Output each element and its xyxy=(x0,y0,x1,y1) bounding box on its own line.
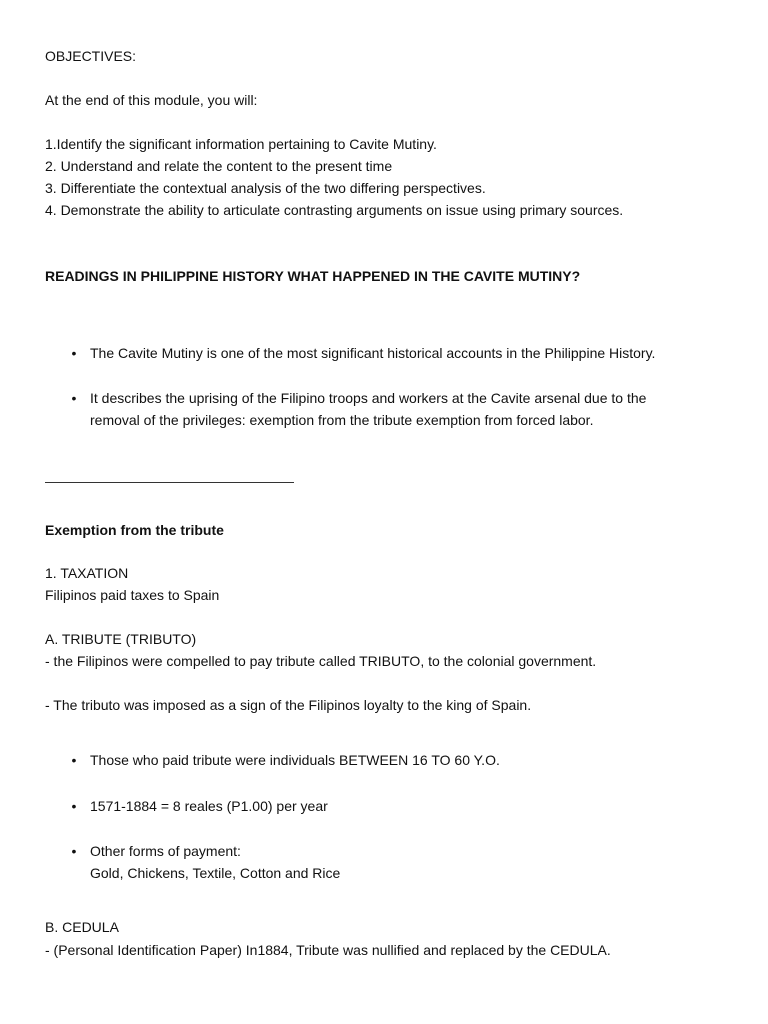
list-item-text: It describes the uprising of the Filipino troops and workers at the Cavite arsenal due to the xyxy=(90,390,647,406)
list-item-text: removal of the privileges: exemption from the tribute exemption from forced labor. xyxy=(90,412,594,428)
list-item-text: The Cavite Mutiny is one of the most significant historical accounts in the Philippine History. xyxy=(90,345,656,361)
objective-item: 1.Identify the significant information pertaining to Cavite Mutiny. xyxy=(45,136,437,152)
objectives-heading: OBJECTIVES: xyxy=(45,48,137,64)
list-item-text: Those who paid tribute were individuals BETWEEN 16 TO 60 Y.O. xyxy=(90,752,500,768)
list-item-text: Other forms of payment: xyxy=(90,843,241,859)
readings-heading: READINGS IN PHILIPPINE HISTORY WHAT HAPPENED IN THE CAVITE MUTINY? xyxy=(45,268,581,284)
taxation-text: Filipinos paid taxes to Spain xyxy=(45,587,220,603)
objective-item: 2. Understand and relate the content to the present time xyxy=(45,158,393,174)
tribute-title: A. TRIBUTE (TRIBUTO) xyxy=(45,631,197,647)
cedula-title: B. CEDULA xyxy=(45,919,119,935)
objectives-intro: At the end of this module, you will: xyxy=(45,92,258,108)
objective-item: 3. Differentiate the contextual analysis of the two differing perspectives. xyxy=(45,180,486,196)
list-item-text: Gold, Chickens, Textile, Cotton and Rice xyxy=(90,865,341,881)
tribute-text: - The tributo was imposed as a sign of the Filipinos loyalty to the king of Spain. xyxy=(45,697,532,713)
bullet-icon: • xyxy=(71,798,77,814)
bullet-icon: • xyxy=(71,345,77,361)
list-item-text: 1571-1884 = 8 reales (P1.00) per year xyxy=(90,798,328,814)
cedula-text: - (Personal Identification Paper) In1884, Tribute was nullified and replaced by the CEDULA. xyxy=(45,942,611,958)
tribute-text: - the Filipinos were compelled to pay tribute called TRIBUTO, to the colonial government. xyxy=(45,653,597,669)
bullet-icon: • xyxy=(71,752,77,768)
exemption-heading: Exemption from the tribute xyxy=(45,522,224,538)
bullet-icon: • xyxy=(71,843,77,859)
taxation-title: 1. TAXATION xyxy=(45,565,129,581)
horizontal-rule xyxy=(45,482,294,483)
objective-item: 4. Demonstrate the ability to articulate contrasting arguments on issue using primary sources. xyxy=(45,202,624,218)
bullet-icon: • xyxy=(71,390,77,406)
